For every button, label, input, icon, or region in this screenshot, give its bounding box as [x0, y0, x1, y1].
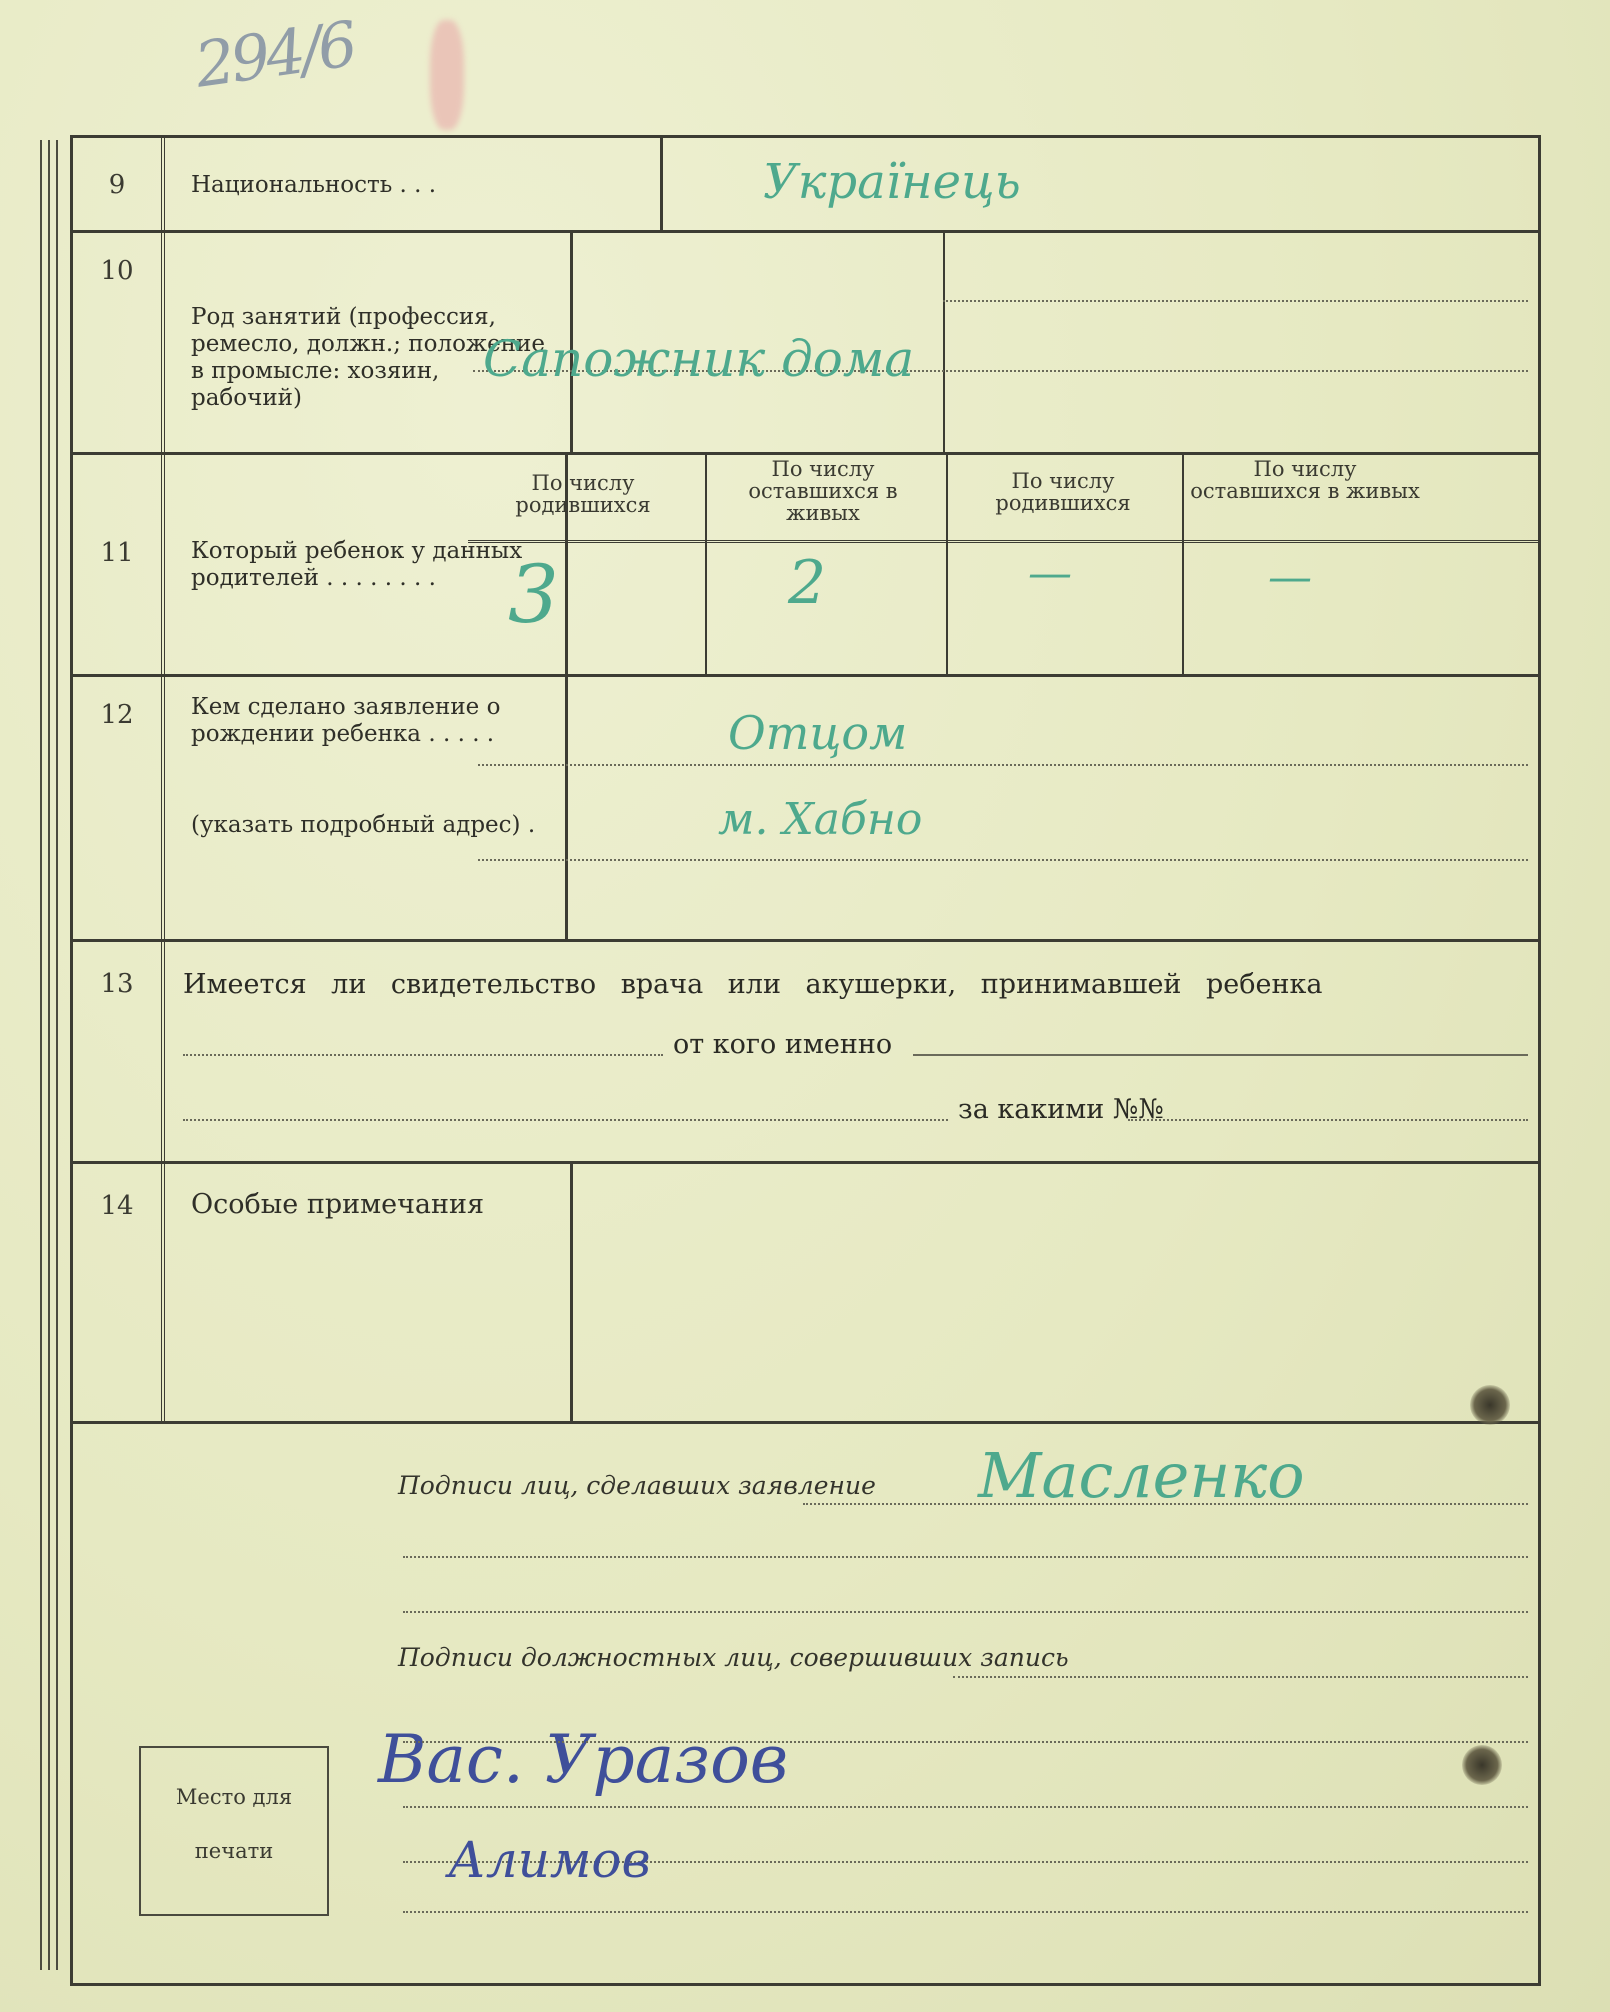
row-9-nationality — [73, 138, 1538, 233]
applicants-signature: Масленко — [978, 1439, 1305, 1512]
birth-record-form — [70, 135, 1541, 1986]
child-order-table — [468, 452, 1538, 674]
row-12-declarant — [73, 674, 1538, 942]
nationality-handwriting: Українець — [763, 154, 1021, 210]
row-number: 14 — [73, 1161, 165, 1421]
declarant-handwriting: Отцом — [728, 706, 908, 760]
stamp-place-box — [139, 1746, 329, 1916]
row-number: 13 — [73, 939, 165, 1161]
declarant-label-text: Кем сделано заявление о рождении ребенка . . . . . — [191, 694, 501, 747]
certificate-question: Имеется ли свидетельство врача или акушерки, принимавшей ребенка — [183, 969, 1323, 1000]
born-count-2: — — [1028, 548, 1072, 599]
address-handwriting: м. Хабно — [718, 794, 923, 845]
address-label-text: (указать подробный адрес) . — [191, 812, 536, 838]
from-whom-label: от кого именно — [673, 1029, 893, 1060]
certificate-text — [173, 939, 1538, 1161]
archive-number-note: 294/6 — [190, 7, 358, 102]
alive-count-2: — — [1268, 552, 1312, 603]
red-ink-mark — [430, 20, 464, 130]
nationality-value — [563, 138, 1538, 230]
remarks-value — [473, 1161, 1538, 1421]
row-10-occupation — [73, 230, 1538, 455]
row-number: 11 — [73, 452, 165, 674]
binder-hole-top — [1470, 1385, 1510, 1425]
occupation-label: Род занятий (профессия, ремесло, должн.; положение в промысле: хозяин, рабочий) — [173, 230, 573, 452]
header-born-2: По числу родившихся — [995, 469, 1131, 515]
declarant-value — [468, 674, 1538, 939]
row-number: 10 — [73, 230, 165, 452]
stacked-page-edges — [40, 140, 64, 1970]
header-born-1: По числу родившихся — [515, 471, 651, 517]
row-13-certificate — [73, 939, 1538, 1164]
header-alive-1: По числу оставшихся в живых — [748, 457, 898, 525]
header-alive-2: По числу оставшихся в живых — [1190, 457, 1420, 503]
occupation-handwriting: Сапожник дома — [483, 330, 915, 388]
numbers-label: за какими №№ — [958, 1094, 1164, 1125]
applicants-signature-label: Подписи лиц, сделавших заявление — [398, 1471, 876, 1500]
official-signature-1: Вас. Уразов — [378, 1721, 789, 1798]
binder-hole-bottom — [1462, 1745, 1502, 1785]
born-count-1: 3 — [508, 548, 559, 641]
nationality-label: Национальность . . . — [173, 138, 663, 230]
officials-signature-label: Подписи должностных лиц, совершивших запись — [398, 1643, 1069, 1672]
occupation-value — [473, 230, 1538, 452]
row-11-child-order — [73, 452, 1538, 677]
row-number: 9 — [73, 138, 165, 230]
remarks-label: Особые примечания — [173, 1161, 573, 1421]
alive-count-1: 2 — [788, 548, 827, 618]
stamp-place-line1: Место для — [175, 1785, 293, 1809]
row-14-remarks — [73, 1161, 1538, 1424]
official-signature-2: Алимов — [448, 1831, 651, 1889]
child-order-label: Который ребенок у данных родителей . . . . . . . . — [173, 452, 568, 674]
row-number: 12 — [73, 674, 165, 939]
stamp-place-line2: печати — [194, 1839, 274, 1863]
